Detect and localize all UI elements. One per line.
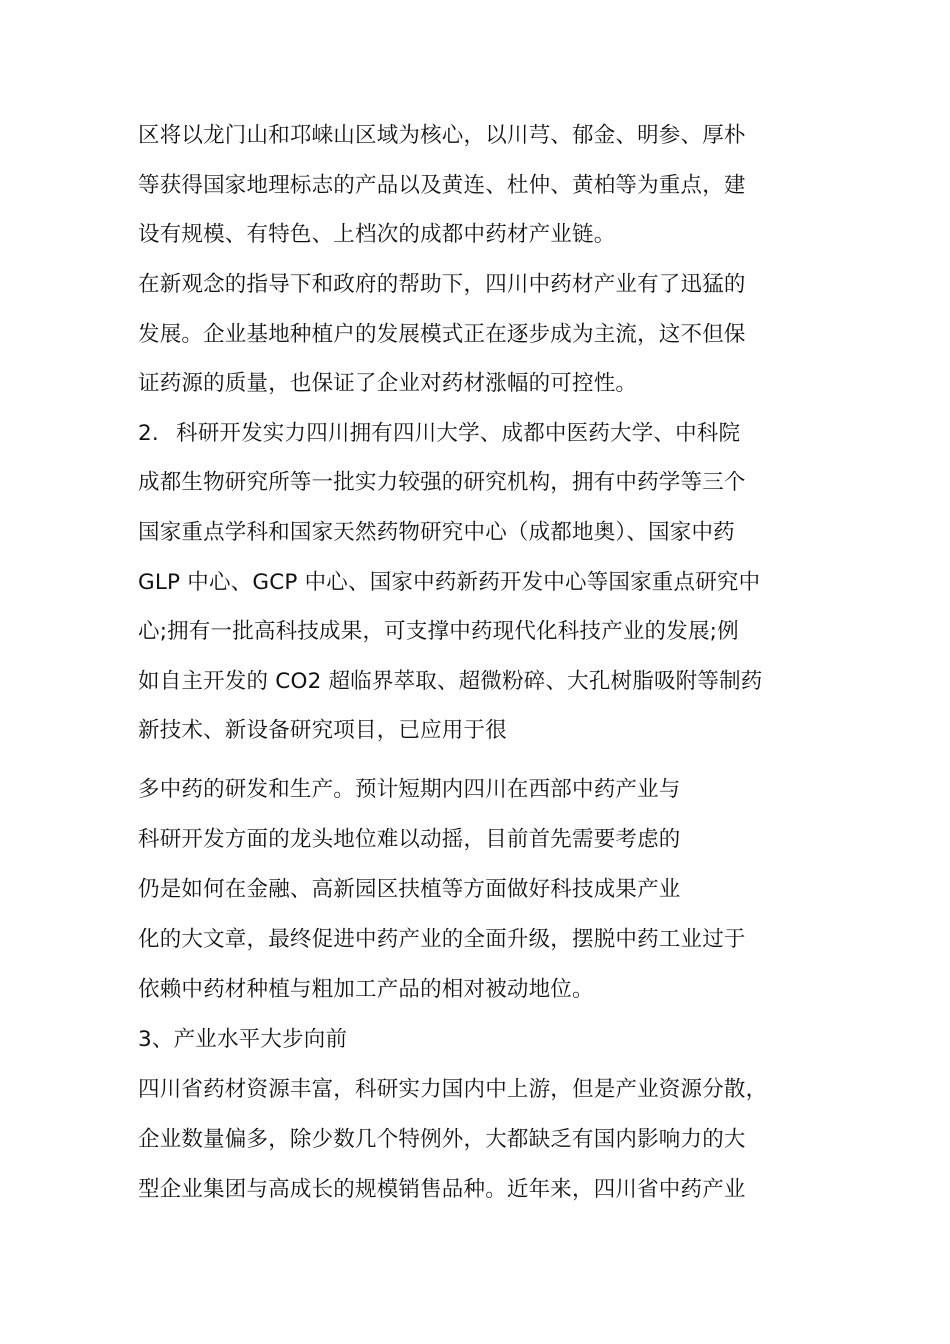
text-line: 仍是如何在金融、高新园区扶植等方面做好科技成果产业 xyxy=(138,877,681,902)
list-number: 2. xyxy=(138,421,159,446)
text-line: 等获得国家地理标志的产品以及黄连、杜仲、黄柏等为重点，建 xyxy=(138,173,746,198)
text-line: 区将以龙门山和邛崃山区域为核心，以川芎、郁金、明参、厚朴 xyxy=(138,123,746,148)
text-line: 化的大文章，最终促进中药产业的全面升级，摆脱中药工业过于 xyxy=(138,927,746,952)
numbered-heading-line xyxy=(138,419,740,449)
text-line: 发展。企业基地种植户的发展模式正在逐步成为主流，这不但保 xyxy=(138,322,746,347)
text-line: 多中药的研发和生产。预计短期内四川在西部中药产业与 xyxy=(138,777,681,802)
text-line: 新技术、新设备研究项目，已应用于很 xyxy=(138,718,507,743)
text-line: 在新观念的指导下和政府的帮助下，四川中药材产业有了迅猛的 xyxy=(138,272,746,297)
text-line: 如自主开发的 CO2 超临界萃取、超微粉碎、大孔树脂吸附等制药 xyxy=(138,669,763,694)
text-line: GLP 中心、GCP 中心、国家中药新药开发中心等国家重点研究中 xyxy=(138,570,761,595)
text-line: 心;拥有一批高科技成果，可支撑中药现代化科技产业的发展;例 xyxy=(138,619,739,644)
text-line: 证药源的质量，也保证了企业对药材涨幅的可控性。 xyxy=(138,371,638,396)
text-line: 科研开发实力四川拥有四川大学、成都中医药大学、中科院 xyxy=(176,421,741,446)
text-line: 国家重点学科和国家天然药物研究中心（成都地奥）、国家中药 xyxy=(138,520,735,545)
text-line: 科研开发方面的龙头地位难以动摇，目前首先需要考虑的 xyxy=(138,827,681,852)
text-line: 成都生物研究所等一批实力较强的研究机构，拥有中药学等三个 xyxy=(138,470,746,495)
text-line: 设有规模、有特色、上档次的成都中药材产业链。 xyxy=(138,222,616,247)
text-line: 依赖中药材种植与粗加工产品的相对被动地位。 xyxy=(138,977,594,1002)
text-line: 型企业集团与高成长的规模销售品种。近年来，四川省中药产业 xyxy=(138,1177,746,1202)
text-line: 企业数量偏多，除少数几个特例外，大都缺乏有国内影响力的大 xyxy=(138,1127,746,1152)
section-heading: 3、产业水平大步向前 xyxy=(138,1027,348,1052)
text-line: 四川省药材资源丰富，科研实力国内中上游，但是产业资源分散， xyxy=(138,1077,768,1102)
